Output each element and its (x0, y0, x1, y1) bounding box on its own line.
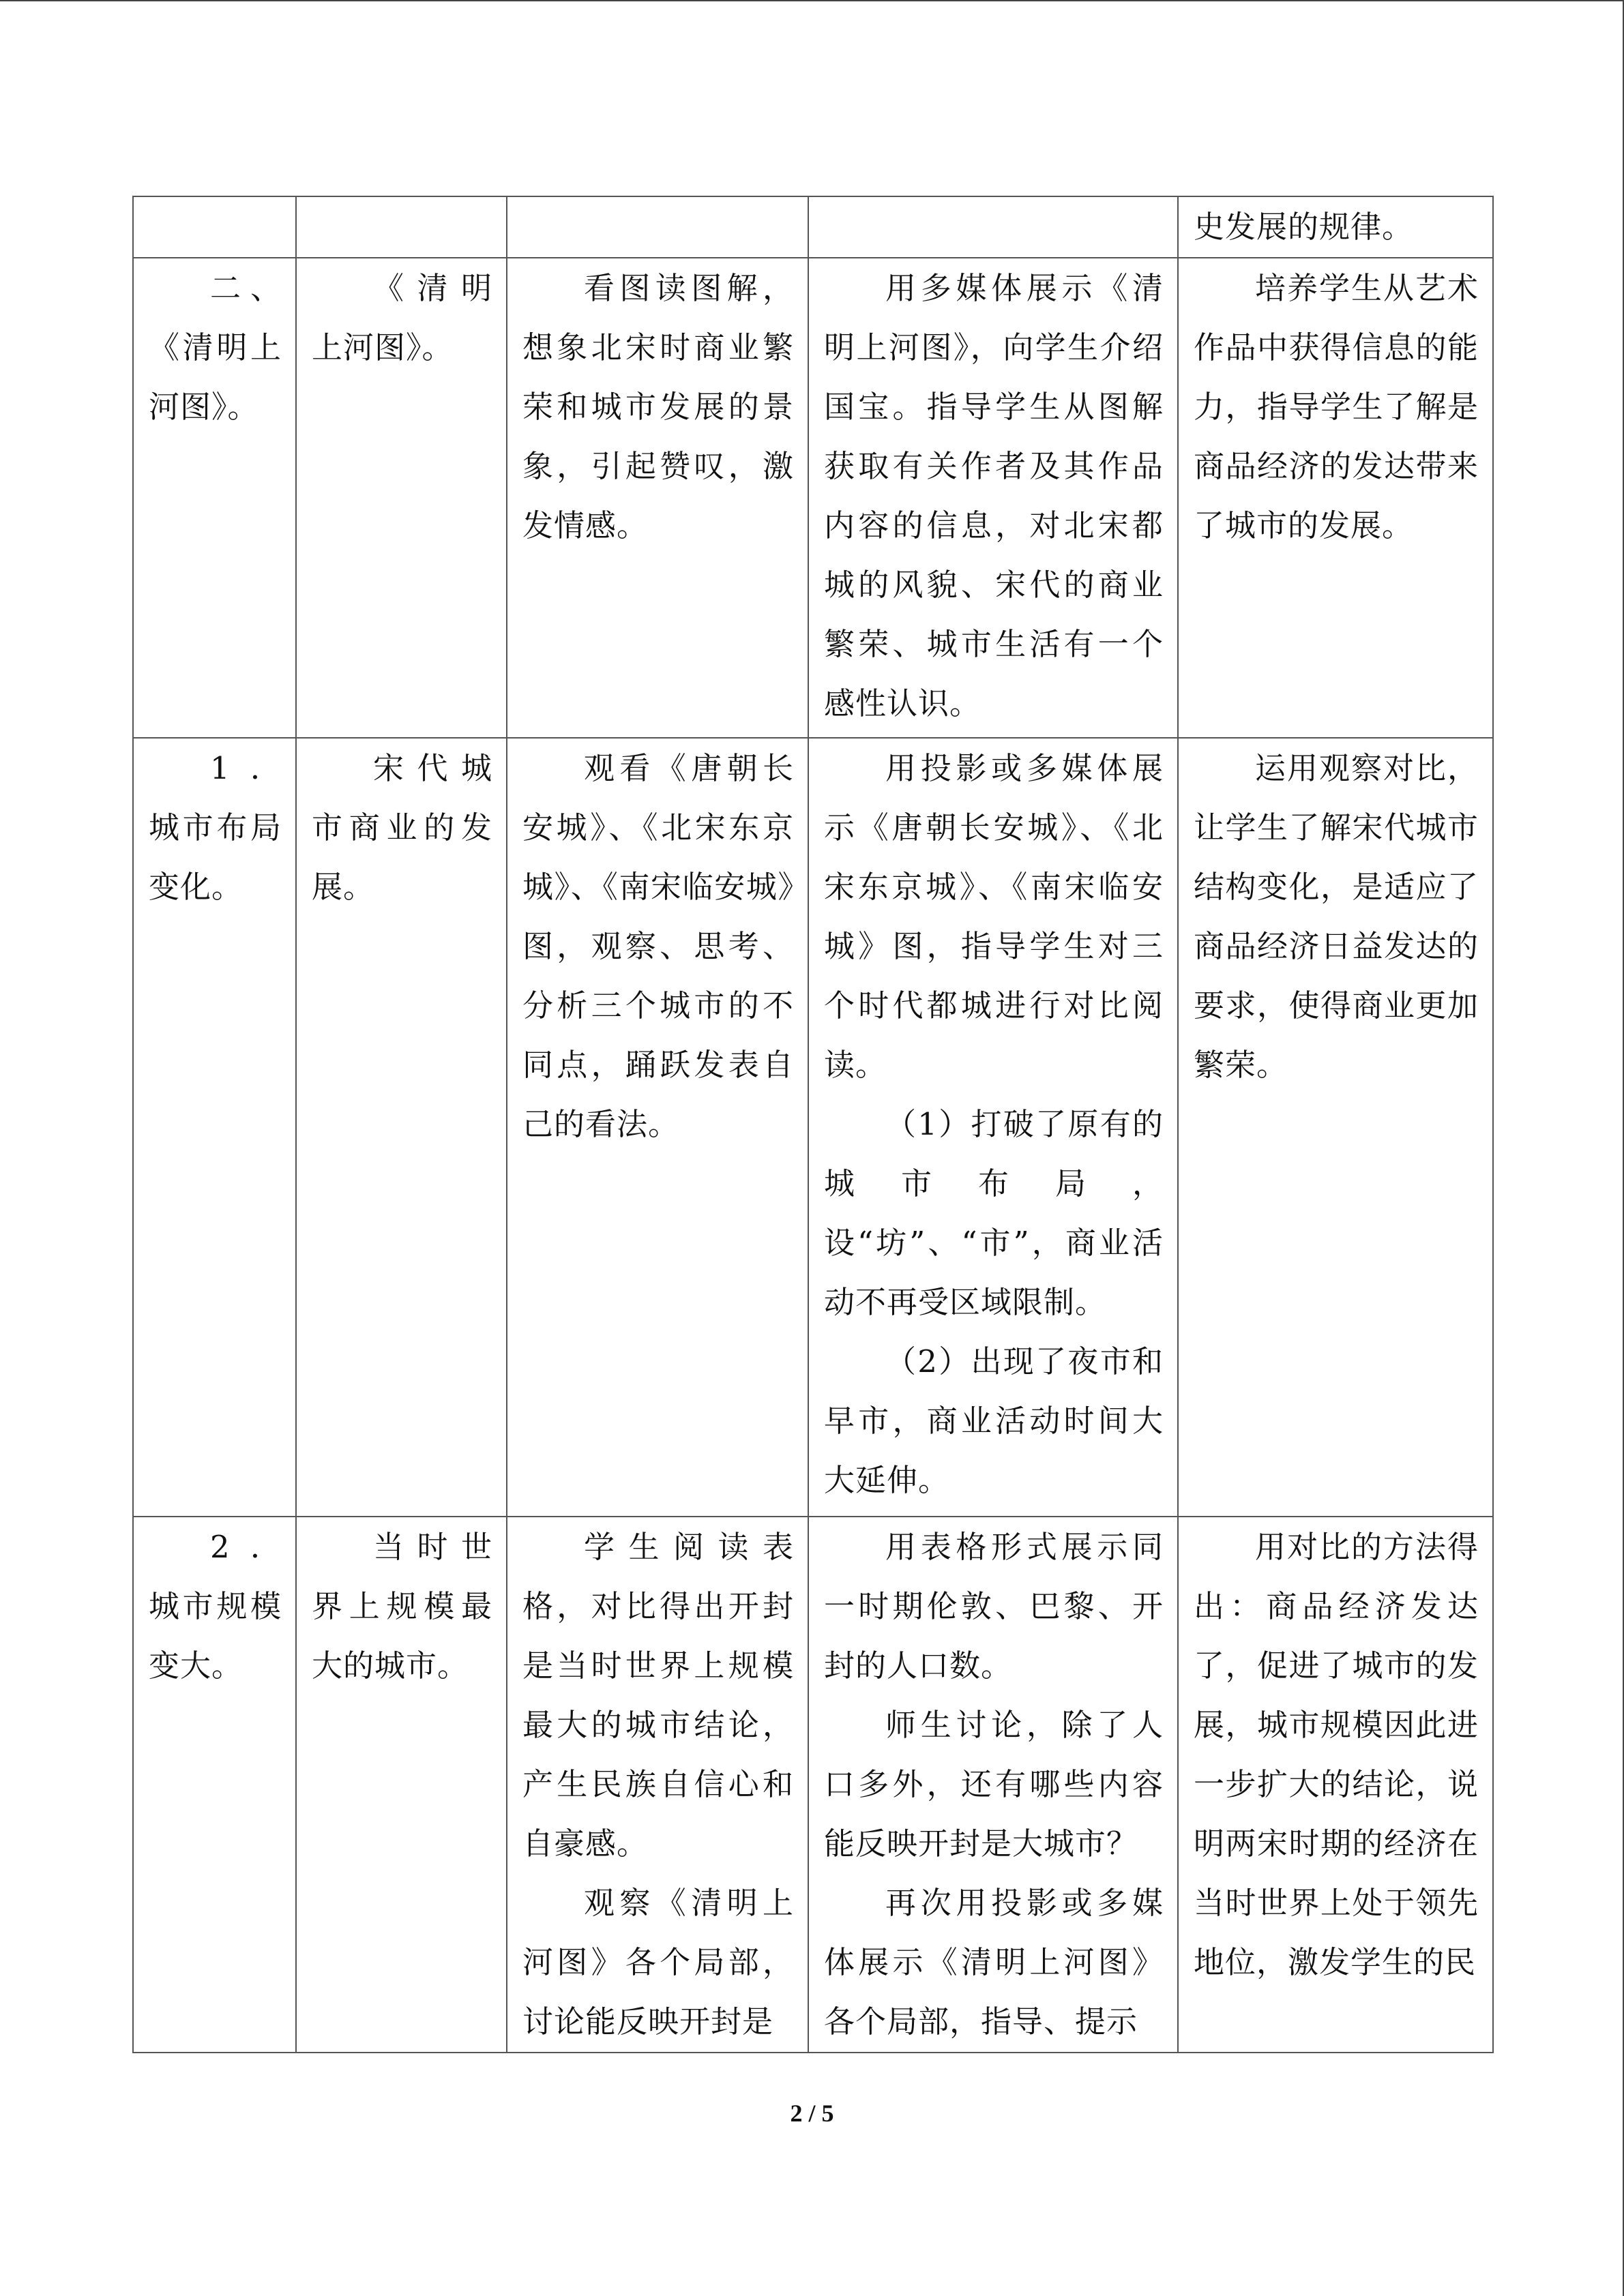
table-body (133, 196, 1493, 2053)
page-number: 2 / 5 (790, 2100, 834, 2127)
cell-paragraph: 培养学生从艺术作品中获得信息的能力，指导学生了解是商品经济的发达带来了城市的发展。 (1194, 270, 1479, 543)
cell-paragraph: 学生阅读表格，对比得出开封是当时世界上规模最大的城市结论，产生民族自信心和自豪感。 (522, 1529, 794, 1862)
table-cell (296, 738, 507, 1517)
table-row (133, 196, 1493, 258)
cell-paragraph: 二、《清明上河图》。 (149, 270, 282, 425)
cell-paragraph: 用表格形式展示同一时期伦敦、巴黎、开封的人口数。 (824, 1529, 1164, 1684)
table-cell (507, 1517, 808, 2053)
cell-paragraph: 运用观察对比，让学生了解宋代城市结构变化，是适应了商品经济日益发达的要求，使得商业更加繁荣。 (1194, 750, 1479, 1083)
cell-paragraph: 用投影或多媒体展示《唐朝长安城》、《北宋东京城》、《南宋临安城》图，指导学生对三个时代都城进行对比阅读。 (824, 750, 1164, 1083)
cell-paragraph: 师生讨论，除了人口多外，还有哪些内容能反映开封是大城市？ (824, 1707, 1164, 1862)
lesson-plan-table (132, 196, 1494, 2053)
cell-paragraph: 再次用投影或多媒体展示《清明上河图》各个局部，指导、提示 (824, 1885, 1164, 2040)
table-cell (507, 196, 808, 258)
table-cell (133, 196, 296, 258)
cell-paragraph: 用多媒体展示《清明上河图》，向学生介绍国宝。指导学生从图解获取有关作者及其作品内容的信息，对北宋都城的风貌、宋代的商业繁荣、城市生活有一个感性认识。 (824, 270, 1164, 721)
cell-paragraph: 看图读图解，想象北宋时商业繁荣和城市发展的景象，引起赞叹，激发情感。 (522, 270, 794, 543)
cell-paragraph: 当时世界上规模最大的城市。 (312, 1529, 492, 1684)
cell-paragraph: 观察《清明上河图》各个局部，讨论能反映开封是 (522, 1885, 794, 2040)
table-cell (808, 738, 1178, 1517)
cell-paragraph: 2．城市规模变大。 (149, 1529, 282, 1684)
cell-paragraph: 观看《唐朝长安城》、《北宋东京城》、《南宋临安城》图，观察、思考、分析三个城市的不同点，踊跃发表自己的看法。 (522, 750, 794, 1142)
cell-paragraph: （1）打破了原有的城市布局，设“坊”、“市”，商业活动不再受区域限制。 (824, 1106, 1164, 1320)
cell-paragraph: 宋代城市商业的发展。 (312, 750, 492, 905)
cell-paragraph: 《清明上河图》。 (312, 270, 492, 366)
table-row (133, 738, 1493, 1517)
table-cell (507, 738, 808, 1517)
cell-paragraph: （2）出现了夜市和早市，商业活动时间大大延伸。 (824, 1343, 1164, 1498)
table-row (133, 258, 1493, 738)
table-cell (296, 1517, 507, 2053)
table-row (133, 1517, 1493, 2053)
table-cell (808, 1517, 1178, 2053)
table-cell (507, 258, 808, 738)
table-cell (1178, 738, 1493, 1517)
table-cell (808, 258, 1178, 738)
table-cell (133, 1517, 296, 2053)
cell-paragraph: 用对比的方法得出：商品经济发达了，促进了城市的发展，城市规模因此进一步扩大的结论，说明两宋时期的经济在当时世界上处于领先地位，激发学生的民 (1194, 1529, 1479, 1980)
table-cell (296, 196, 507, 258)
cell-paragraph: 史发展的规律。 (1194, 209, 1414, 245)
table-cell (133, 738, 296, 1517)
table-cell (1178, 1517, 1493, 2053)
table-cell (1178, 196, 1493, 258)
table-cell (296, 258, 507, 738)
table-cell (133, 258, 296, 738)
cell-paragraph: 1．城市布局变化。 (149, 750, 282, 905)
table-cell (808, 196, 1178, 258)
table-cell (1178, 258, 1493, 738)
